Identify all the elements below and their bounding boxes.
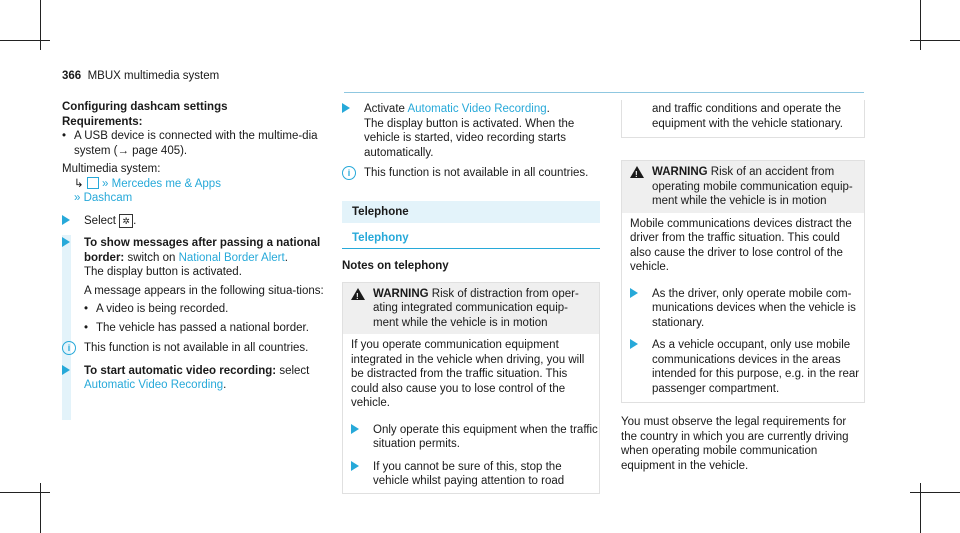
warning-header-text: Risk of an accident from operating mobile communication equip-ment while the vehicle is in motion [652,166,853,207]
step-text: If you cannot be sure of this, stop the vehicle whilst paying attention to road [373,460,565,487]
step-arrow-icon [351,461,359,471]
crop-mark [910,40,960,41]
step-messages: To show messages after passing a national border: switch on National Border Alert. The display button is activated. A message appears in the following situa-tions: • A video is being recorded. • The vehicle has passed a national border. [62,236,332,335]
section-heading: Configuring dashcam settings [62,101,228,113]
step-text: Activate [364,103,408,115]
warning-box [342,282,600,494]
chevron-icon: » [102,177,109,190]
warning-box [621,160,865,403]
step-bold: To show messages after passing a national border: [84,237,321,264]
return-arrow-icon: ↳ [74,177,84,190]
step-bold: To start automatic video recording: [84,364,277,377]
notes-heading: Notes on telephony [342,260,449,272]
warning-step [622,338,864,402]
requirement-item: • A USB device is connected with the multime-dia system (→ page 405). [62,129,332,158]
step-text: Only operate this equipment when the traffic situation permits. [373,423,598,450]
step-arrow-icon [351,424,359,434]
tip [342,166,600,181]
home-icon [87,177,99,189]
crop-mark [920,483,921,533]
national-border-alert-link[interactable]: National Border Alert [178,251,285,264]
menu-path-2 [62,191,332,206]
info-icon: i [342,166,356,180]
step-result: The display button is activated. When the vehicle is started, video recording starts automatically. [364,117,575,159]
warning-step [343,460,599,493]
automatic-video-recording-link[interactable]: Automatic Video Recording [407,103,547,115]
step-arrow-icon [62,365,70,375]
warning-triangle-icon [351,288,365,300]
tip [62,341,332,356]
step-para: A message appears in the following situa-tions: [84,284,324,297]
crop-mark [910,492,960,493]
warning-body: Mobile communications devices distract the driver from the traffic situation. This could also cause the driver to lose control of the vehicle. [630,217,852,273]
page-number: 366 [62,70,82,82]
step-arrow-icon [342,103,350,113]
step-arrow-icon [62,237,70,247]
requirements-label: Requirements: [62,115,143,128]
step-select: Select ✲ . [62,214,332,229]
step-activate: Activate Automatic Video Recording. The display button is activated. When the vehicle is started, video recording starts automatically. [342,102,600,160]
warning-step [622,287,864,331]
crop-mark [920,0,921,50]
step-text: select [276,364,310,377]
warning-body: If you operate communication equipment integrated in the vehicle when driving, you will be distracted from the traffic situation. This could also cause you to lose control of the vehicle. [351,339,585,409]
sub-item: • The vehicle has passed a national border. [84,321,332,336]
column-left [62,100,332,393]
closing-paragraph: You must observe the legal requirements for the country in which you are currently driving when operating mobile communication equipment in the vehicle. [621,416,849,472]
column-middle [342,100,600,494]
page-header-title: MBUX multimedia system [87,70,220,82]
warning-header [343,283,599,335]
crop-mark [40,0,41,50]
warning-title: WARNING [373,287,429,300]
header-rule [344,92,864,93]
chevron-icon: » [74,192,81,204]
info-icon: i [62,341,76,355]
path-link-dashcam[interactable]: Dashcam [83,192,133,204]
warning-step [343,423,599,452]
column-right [621,100,865,473]
warning-header-text: Risk of distraction from oper-ating integrated communication equip-ment while the vehicle is in motion [373,287,579,329]
step-recording: To start automatic video recording: select Automatic Video Recording. [62,364,332,393]
step-text: Select [84,214,116,227]
step-arrow-icon [630,339,638,349]
crop-mark [0,492,50,493]
menu-path [62,177,332,192]
step-text: switch on [124,251,179,264]
sub-item: • A video is being recorded. [84,302,332,317]
warning-title: WARNING [652,166,708,178]
tip-text: This function is not available in all countries. [364,167,589,179]
step-text: As a vehicle occupant, only use mobile communications devices in the areas intended for this purpose, e.g. in the rear passenger compartment. [652,339,860,395]
step-arrow-icon [630,288,638,298]
step-arrow-icon [62,215,70,225]
subsection-title: Telephony [342,231,600,250]
page-header [62,70,219,82]
section-title: Telephone [342,201,600,223]
automatic-video-recording-link[interactable]: Automatic Video Recording [84,379,224,392]
settings-gear-icon: ✲ [119,214,133,228]
warning-triangle-icon [630,166,644,178]
path-intro: Multimedia system: [62,163,161,175]
step-result: The display button is activated. [84,266,242,279]
warning-header [622,161,864,213]
path-link-apps[interactable]: Mercedes me & Apps [111,177,221,190]
warning-continuation: and traffic conditions and operate the equipment with the vehicle stationary. [621,100,865,138]
crop-mark [0,40,50,41]
step-text: As the driver, only operate mobile com-munications devices when the vehicle is stationary. [652,287,856,329]
tip-text: This function is not available in all countries. [84,342,309,355]
crop-mark [40,483,41,533]
